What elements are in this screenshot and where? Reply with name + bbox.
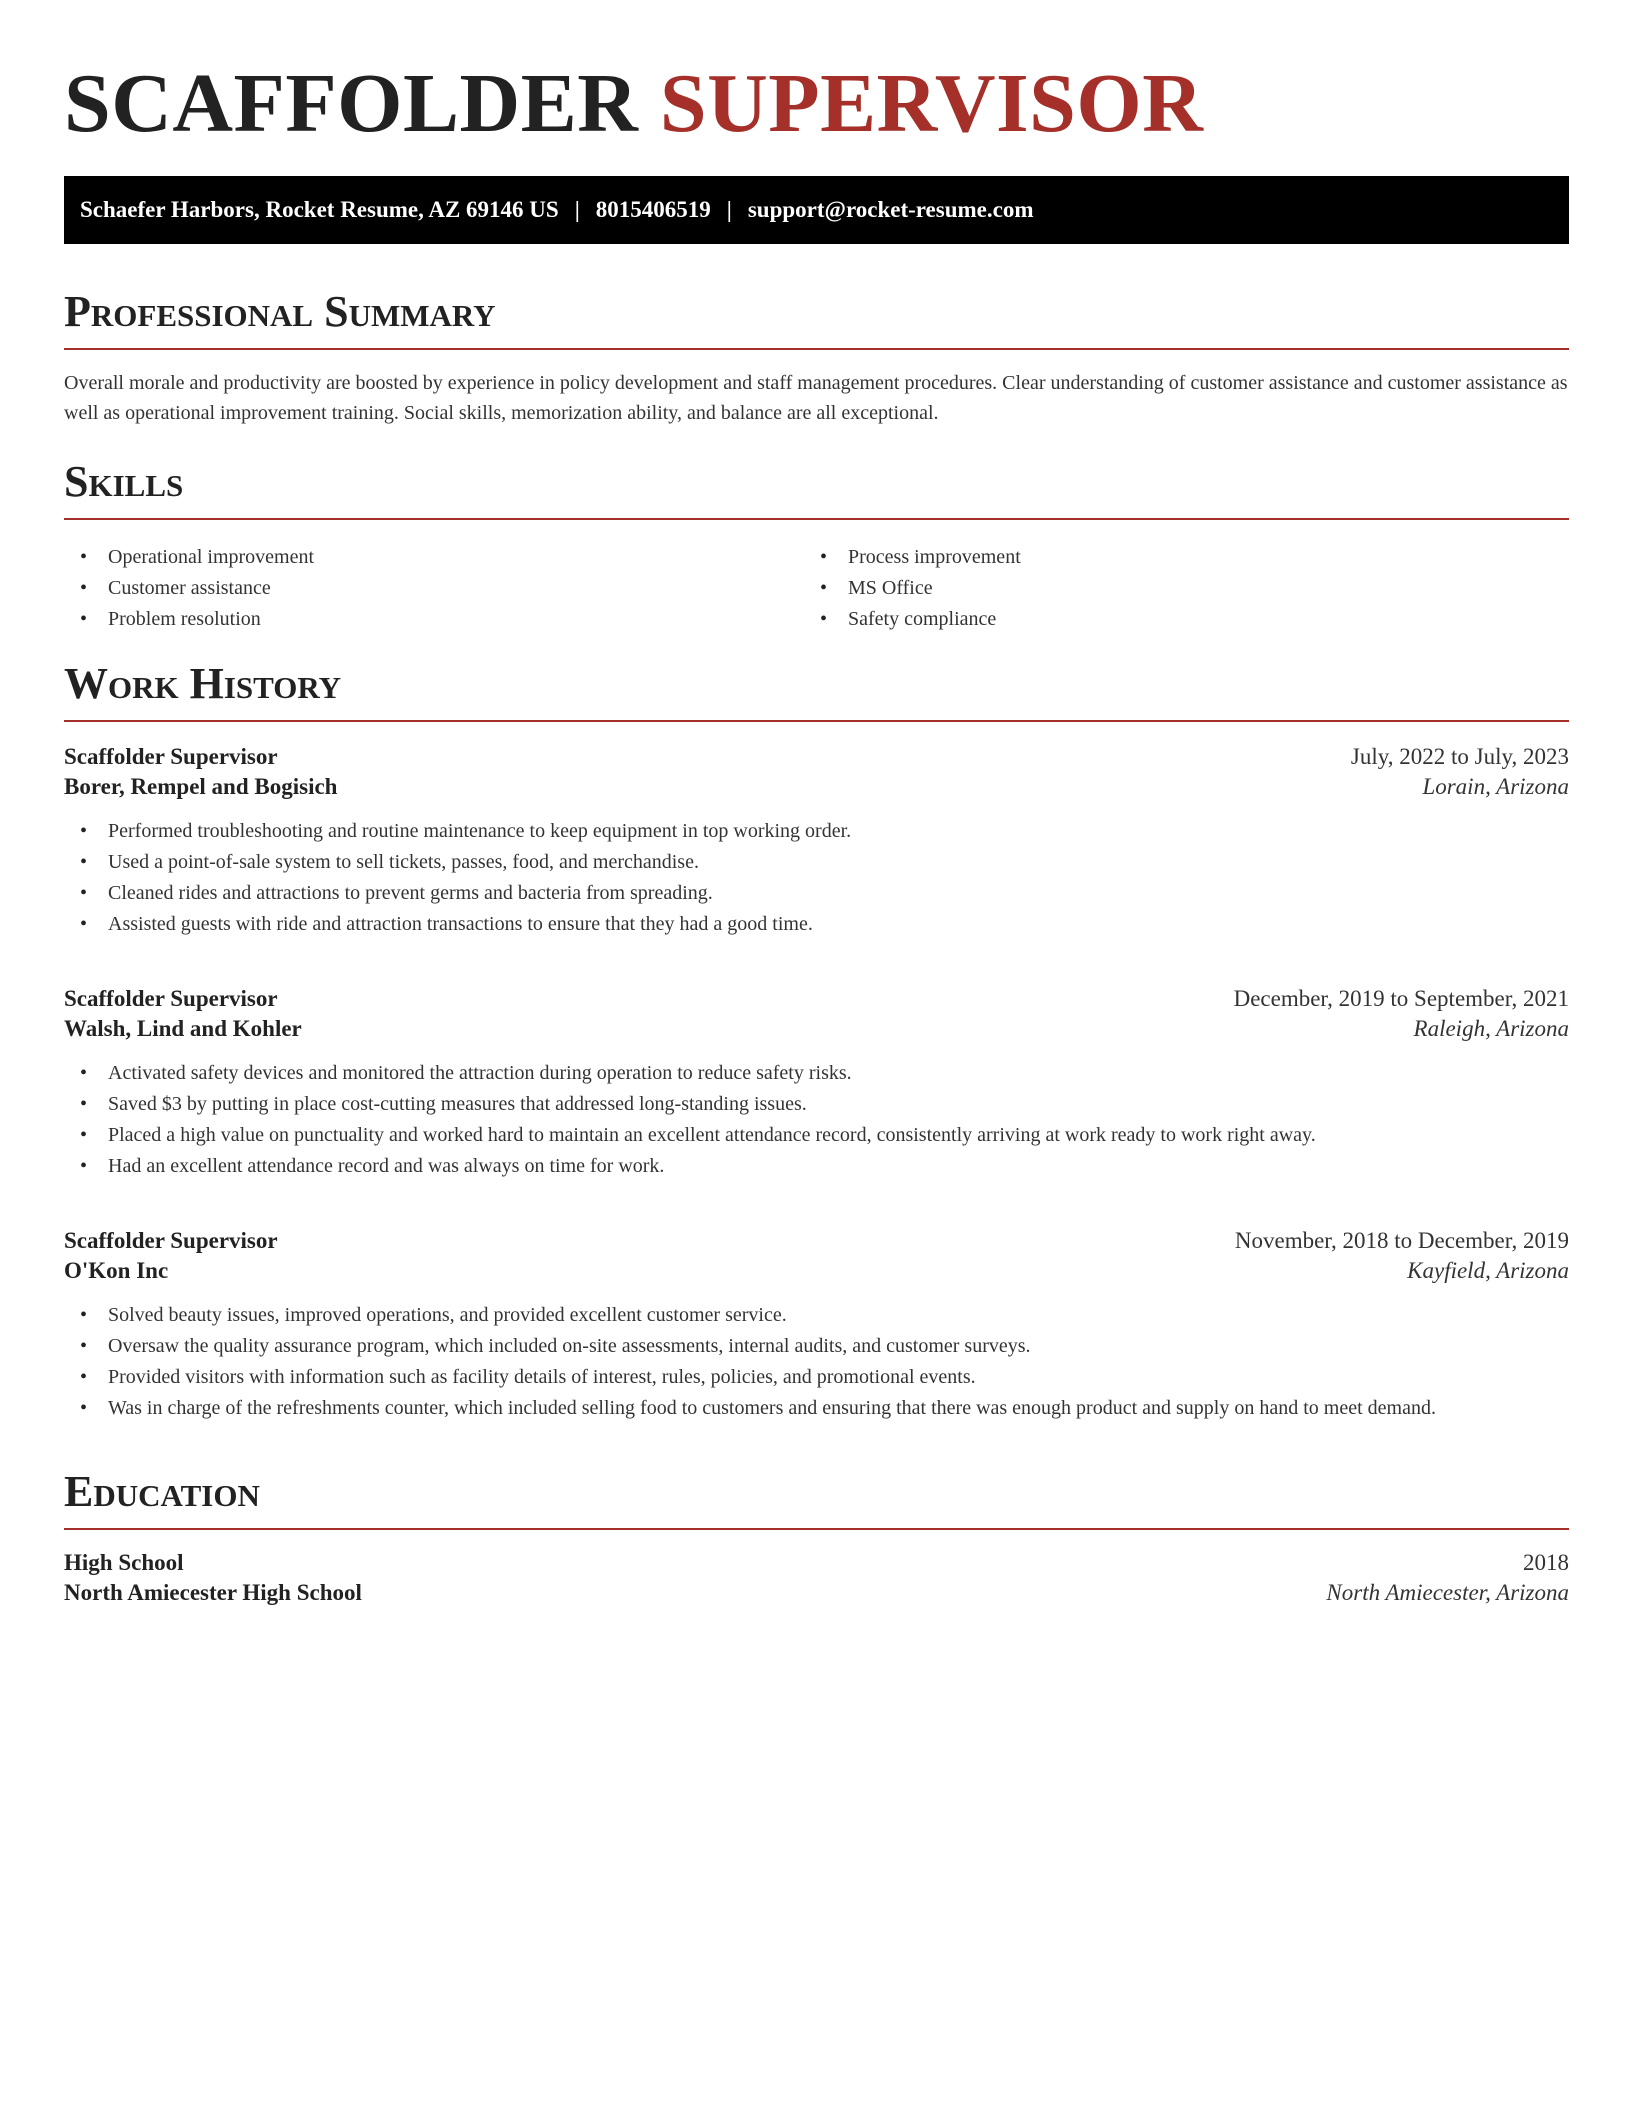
education-heading: Education	[64, 1467, 260, 1516]
skill-item: • Problem resolution	[64, 604, 764, 635]
contact-phone[interactable]: 8015406519	[595, 197, 711, 222]
skills-heading: Skills	[64, 457, 184, 506]
job-location: Kayfield, Arizona	[1407, 1258, 1569, 1283]
skills-list-left	[64, 542, 764, 635]
resume-title	[64, 56, 1203, 152]
job-bullet: • Activated safety devices and monitored the attraction during operation to reduce safety risks.	[64, 1058, 1569, 1089]
job-bullet: • Was in charge of the refreshments counter, which included selling food to customers and ensuring that there was enough product and supply on hand to meet demand.	[64, 1393, 1569, 1424]
job-bullets	[64, 816, 1569, 940]
job-bullet: • Cleaned rides and attractions to prevent germs and bacteria from spreading.	[64, 878, 1569, 909]
skills-divider	[64, 518, 1569, 520]
summary-divider	[64, 348, 1569, 350]
skill-item: • Process improvement	[804, 542, 1504, 573]
job-entry	[64, 1228, 1569, 1424]
title-main: SCAFFOLDER	[64, 57, 639, 150]
job-entry	[64, 744, 1569, 940]
job-dates: July, 2022 to July, 2023	[1350, 744, 1569, 769]
job-bullet: • Saved $3 by putting in place cost-cutting measures that addressed long-standing issues.	[64, 1089, 1569, 1120]
skill-item: • MS Office	[804, 573, 1504, 604]
job-title: Scaffolder Supervisor	[64, 986, 278, 1011]
job-title: Scaffolder Supervisor	[64, 1228, 278, 1253]
education-degree: High School	[64, 1550, 184, 1575]
job-company: O'Kon Inc	[64, 1258, 169, 1283]
summary-heading: Professional Summary	[64, 287, 496, 336]
work-divider	[64, 720, 1569, 722]
contact-separator: |	[726, 197, 732, 222]
title-accent: SUPERVISOR	[659, 57, 1204, 150]
skill-item: • Customer assistance	[64, 573, 764, 604]
skill-item: • Safety compliance	[804, 604, 1504, 635]
job-location: Lorain, Arizona	[1422, 774, 1569, 799]
job-bullet: • Oversaw the quality assurance program, which included on-site assessments, internal audits, and customer surveys.	[64, 1331, 1569, 1362]
work-heading: Work History	[64, 659, 342, 708]
job-bullet: • Had an excellent attendance record and was always on time for work.	[64, 1151, 1569, 1182]
job-entry	[64, 986, 1569, 1182]
education-school: North Amiecester High School	[64, 1580, 362, 1605]
job-company: Walsh, Lind and Kohler	[64, 1016, 302, 1041]
job-dates: November, 2018 to December, 2019	[1234, 1228, 1569, 1253]
education-year: 2018	[1523, 1550, 1569, 1575]
education-divider	[64, 1528, 1569, 1530]
job-dates: December, 2019 to September, 2021	[1233, 986, 1569, 1011]
job-bullet: • Used a point-of-sale system to sell tickets, passes, food, and merchandise.	[64, 847, 1569, 878]
contact-separator: |	[574, 197, 580, 222]
job-bullet: • Performed troubleshooting and routine maintenance to keep equipment in top working order.	[64, 816, 1569, 847]
job-bullet: • Solved beauty issues, improved operations, and provided excellent customer service.	[64, 1300, 1569, 1331]
summary-text: Overall morale and productivity are boosted by experience in policy development and staff management procedures. Clear understanding of customer assistance and customer assistance as well as operational improvement training. Social skills, memorization ability, and balance are all exceptional.	[64, 372, 1568, 424]
education-entry	[64, 1550, 1569, 1606]
education-location: North Amiecester, Arizona	[1326, 1580, 1569, 1605]
job-bullet: • Provided visitors with information such as facility details of interest, rules, policies, and promotional events.	[64, 1362, 1569, 1393]
skill-item: • Operational improvement	[64, 542, 764, 573]
job-bullets	[64, 1300, 1569, 1424]
contact-bar	[64, 176, 1569, 244]
job-bullet: • Placed a high value on punctuality and worked hard to maintain an excellent attendance record, consistently arriving at work ready to work right away.	[64, 1120, 1569, 1151]
contact-address: Schaefer Harbors, Rocket Resume, AZ 69146 US	[80, 197, 559, 222]
job-bullets	[64, 1058, 1569, 1182]
job-company: Borer, Rempel and Bogisich	[64, 774, 338, 799]
job-location: Raleigh, Arizona	[1413, 1016, 1569, 1041]
job-title: Scaffolder Supervisor	[64, 744, 278, 769]
contact-email[interactable]: support@rocket-resume.com	[747, 197, 1034, 222]
skills-list-right	[804, 542, 1504, 635]
job-bullet: • Assisted guests with ride and attraction transactions to ensure that they had a good time.	[64, 909, 1569, 940]
